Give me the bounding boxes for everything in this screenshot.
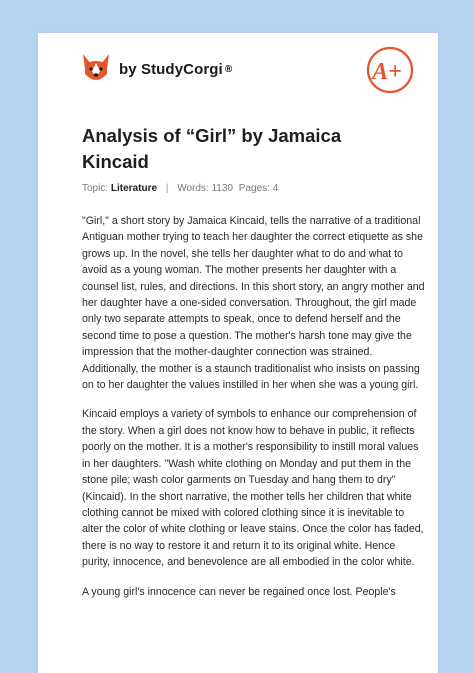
topic-label: Topic: [82, 183, 109, 194]
words-label: Words: [177, 183, 209, 194]
corgi-icon [80, 52, 112, 86]
essay-body [82, 213, 426, 613]
essay-title: Analysis of “Girl” by Jamaica Kincaid [82, 125, 342, 172]
essay-meta [82, 183, 278, 194]
pages-value: 4 [272, 183, 279, 194]
pages-label: Pages: [238, 183, 270, 194]
document-page [38, 33, 438, 673]
words-value: 1130 [211, 183, 233, 194]
topic-link[interactable]: Literature [110, 183, 158, 194]
essay-paragraph: A young girl's innocence can never be regained once lost. People's [82, 585, 396, 598]
grade-text: A+ [372, 59, 402, 85]
essay-paragraph: "Girl," a short story by Jamaica Kincaid, tells the narrative of a traditional Antiguan mother trying to teach her daughter the correct etiquette as she grows up. In the novel, she tells her daughter what to do and what to avoid as a young woman. The mother presents her daughter with a counsel list, rules, and directions. In this short story, an angry mother and her daughter have a one-sided conversation. Throughout, the girl made only two separate attempts to speak, once to defend herself and the second time to pose a question. The mother's harsh tone may give the impression that the mother-daughter connection was strained. Additionally, the mother is a staunch traditionalist who insists on passing on to her daughter the values instilled in her when she was a young girl. [82, 215, 425, 392]
essay-paragraph: Kincaid employs a variety of symbols to enhance our comprehension of the story. When a girl does not know how to behave in public, it reflects poorly on the mother. It is a mother's responsibility to instill moral values in her daughters. "Wash white clothing on Monday and put them in the stone pile; wash color garments on Tuesday and hang them to dry" (Kincaid). In the short narrative, the mother tells her children that white clothing cannot be mixed with colored clothing since it is inevitable to alter the color of white clothing or leave stains. Once the color has faded, there is no way to restore it and return it to its original white. Hence purity, innocence, and benevolence are all embodied in the color white. [82, 408, 424, 569]
meta-separator: | [165, 183, 169, 194]
registered-mark: ® [224, 63, 233, 75]
brand-header[interactable] [80, 51, 232, 87]
brand-name: by StudyCorgi [119, 60, 223, 78]
a-plus-icon [364, 43, 416, 95]
